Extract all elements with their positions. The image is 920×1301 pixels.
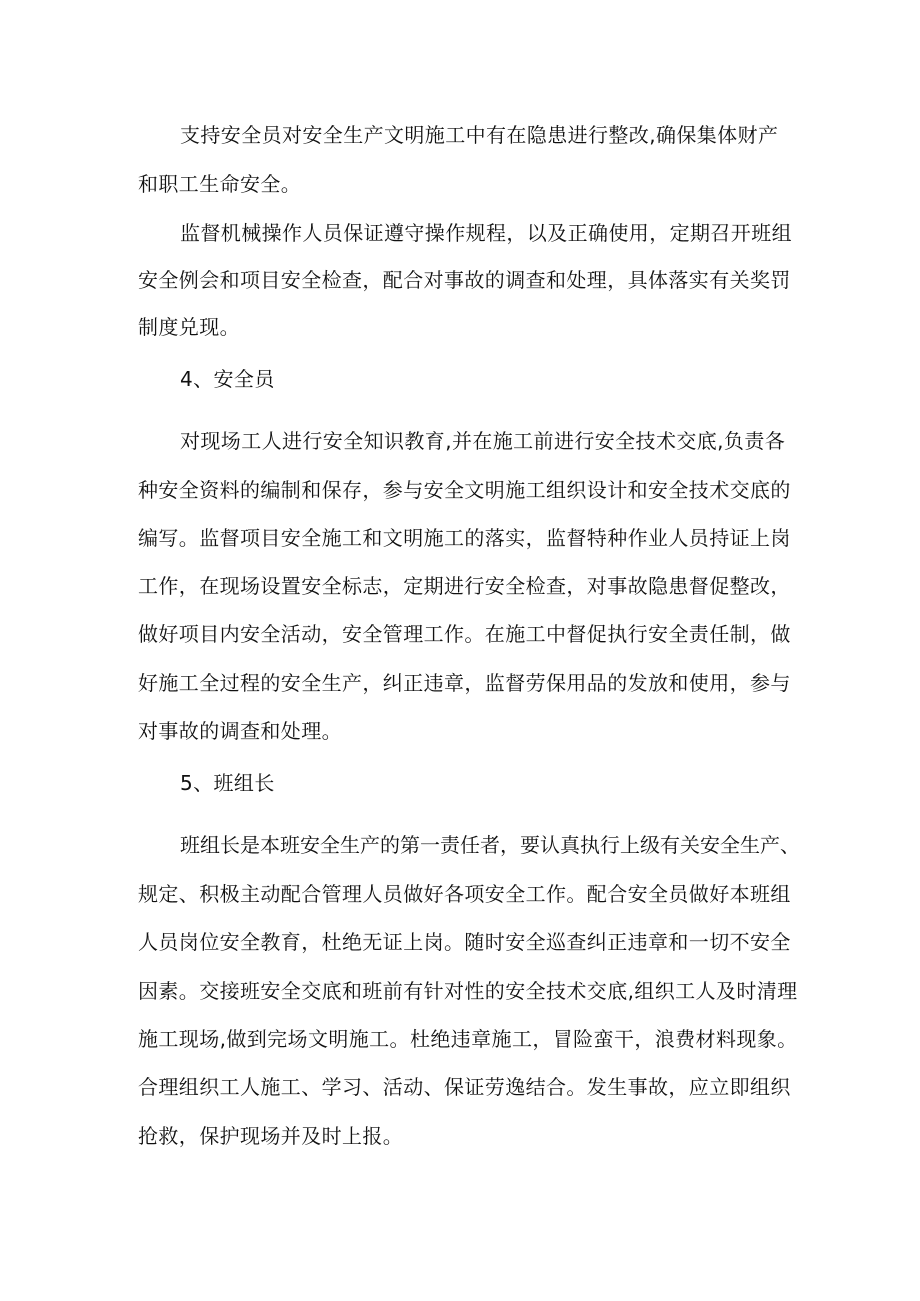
paragraph-4-line-4: 因素。交接班安全交底和班前有针对性的安全技术交底,组织工人及时清理 <box>138 979 798 1003</box>
paragraph-2-line-2: 安全例会和项目安全检查，配合对事故的调查和处理，具体落实有关奖罚 <box>138 268 791 292</box>
paragraph-4-line-5: 施工现场,做到完场文明施工。杜绝违章施工，冒险蛮干，浪费材料现象。 <box>138 1027 798 1051</box>
paragraph-3-line-7: 对事故的调查和处理。 <box>138 719 342 743</box>
paragraph-4-line-7: 抢救，保护现场并及时上报。 <box>138 1124 404 1148</box>
paragraph-3-line-5: 做好项目内安全活动，安全管理工作。在施工中督促执行安全责任制，做 <box>138 622 791 646</box>
paragraph-3-line-3: 编写。监督项目安全施工和文明施工的落实，监督特种作业人员持证上岗 <box>138 526 791 550</box>
paragraph-2-line-1: 监督机械操作人员保证遵守操作规程，以及正确使用，定期召开班组 <box>180 221 792 245</box>
paragraph-2-line-3: 制度兑现。 <box>138 315 240 339</box>
paragraph-3-line-6: 好施工全过程的安全生产，纠正违章，监督劳保用品的发放和使用，参与 <box>138 671 791 695</box>
paragraph-4-line-3: 人员岗位安全教育，杜绝无证上岗。随时安全巡查纠正违章和一切不安全 <box>138 930 791 954</box>
paragraph-4-line-6: 合理组织工人施工、学习、活动、保证劳逸结合。发生事故，应立即组织 <box>138 1075 791 1099</box>
paragraph-1-line-1: 支持安全员对安全生产文明施工中有在隐患进行整改,确保集体财产 <box>180 123 779 147</box>
paragraph-3-line-4: 工作，在现场设置安全标志，定期进行安全检查，对事故隐患督促整改， <box>138 574 791 598</box>
paragraph-3-line-1: 对现场工人进行安全知识教育,并在施工前进行安全技术交底,负责各 <box>180 429 786 453</box>
paragraph-3-line-2: 种安全资料的编制和保存，参与安全文明施工组织设计和安全技术交底的 <box>138 478 791 502</box>
paragraph-4-line-2: 规定、积极主动配合管理人员做好各项安全工作。配合安全员做好本班组 <box>138 882 791 906</box>
section-heading-4: 4、安全员 <box>180 367 275 391</box>
paragraph-1-line-2: 和职工生命安全。 <box>138 172 302 196</box>
paragraph-4-line-1: 班组长是本班安全生产的第一责任者，要认真执行上级有关安全生产、 <box>180 833 800 857</box>
section-heading-5: 5、班组长 <box>180 771 275 795</box>
